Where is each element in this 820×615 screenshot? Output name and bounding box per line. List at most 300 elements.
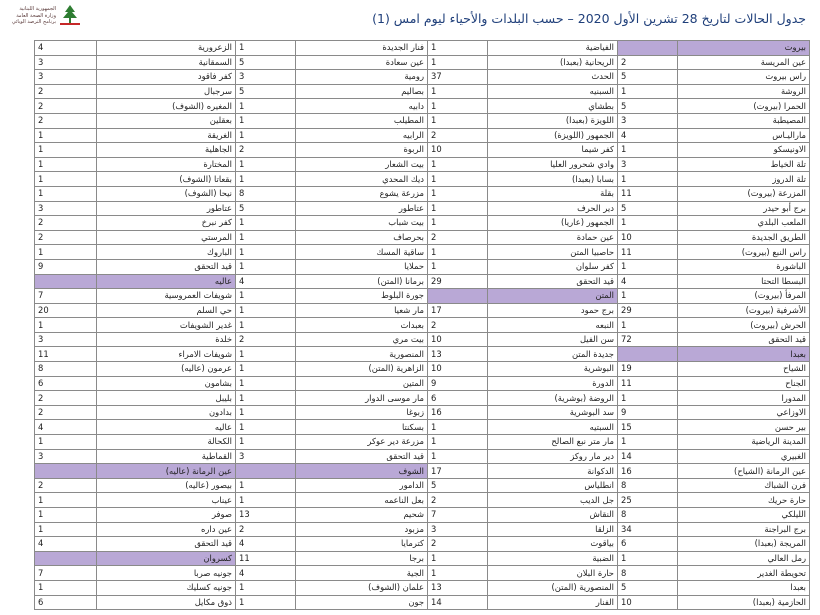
area-name-cell: بيروت — [678, 41, 810, 56]
case-count-cell: 2 — [35, 405, 97, 420]
area-name-cell: عين سعادة — [296, 55, 428, 70]
area-name-cell: القماطية — [97, 449, 236, 464]
table-row — [35, 508, 810, 523]
area-name-cell: الباشورة — [678, 259, 810, 274]
area-name-cell: المدينة الرياضية — [678, 435, 810, 450]
area-name-cell: الغريقة — [97, 128, 236, 143]
case-count-cell: 2 — [35, 99, 97, 114]
case-count-cell: 1 — [236, 216, 296, 231]
area-name-cell: ذوق مكايل — [97, 595, 236, 610]
case-count-cell: 1 — [236, 172, 296, 187]
case-count-cell: 1 — [236, 157, 296, 172]
area-name-cell: حارة حريك — [678, 493, 810, 508]
area-name-cell: بليبل — [97, 391, 236, 406]
area-name-cell: بقعاتا (الشوف) — [97, 172, 236, 187]
table-row — [35, 420, 810, 435]
area-name-cell: صوفر — [97, 508, 236, 523]
area-name-cell: الربوة — [296, 143, 428, 158]
case-count-cell: 3 — [35, 70, 97, 85]
case-count-cell — [35, 464, 97, 479]
case-count-cell: 5 — [236, 84, 296, 99]
area-name-cell: غدير الشويفات — [97, 318, 236, 333]
table-row — [35, 274, 810, 289]
area-name-cell: عين الرمانة (الشياح) — [678, 464, 810, 479]
case-count-cell: 4 — [35, 537, 97, 552]
table-row — [35, 376, 810, 391]
case-count-cell: 1 — [35, 493, 97, 508]
area-name-cell: المطيلب — [296, 113, 428, 128]
area-name-cell: الحازمية (بعبدا) — [678, 595, 810, 610]
table-row — [35, 332, 810, 347]
case-count-cell: 1 — [35, 172, 97, 187]
case-count-cell: 1 — [236, 595, 296, 610]
case-count-cell: 1 — [428, 99, 488, 114]
case-count-cell: 7 — [428, 508, 488, 523]
case-count-cell: 4 — [236, 537, 296, 552]
area-name-cell: الطريق الجديدة — [678, 230, 810, 245]
table-row — [35, 551, 810, 566]
case-count-cell: 1 — [35, 580, 97, 595]
table-row — [35, 216, 810, 231]
table-row — [35, 84, 810, 99]
table-row — [35, 595, 810, 610]
case-count-cell: 10 — [428, 332, 488, 347]
area-name-cell: سرجبال — [97, 84, 236, 99]
area-name-cell: عاليه — [97, 420, 236, 435]
case-count-cell: 16 — [428, 405, 488, 420]
table-row — [35, 201, 810, 216]
case-count-cell: 13 — [236, 508, 296, 523]
area-name-cell: مار متر نبع الصالح — [488, 435, 618, 450]
case-count-cell: 3 — [236, 70, 296, 85]
area-name-cell: سن الفيل — [488, 332, 618, 347]
table-row — [35, 128, 810, 143]
case-count-cell: 1 — [236, 362, 296, 377]
area-name-cell: اللويزة (بعبدا) — [488, 113, 618, 128]
table-row — [35, 464, 810, 479]
case-count-cell: 16 — [618, 464, 678, 479]
case-count-cell: 1 — [428, 420, 488, 435]
case-count-cell: 1 — [428, 449, 488, 464]
case-count-cell: 1 — [618, 216, 678, 231]
area-name-cell: تلة الدروز — [678, 172, 810, 187]
case-count-cell — [428, 289, 488, 304]
area-name-cell: عين حمادة — [488, 230, 618, 245]
area-name-cell: عرمون (عاليه) — [97, 362, 236, 377]
case-count-cell: 1 — [618, 84, 678, 99]
area-name-cell: علمان (الشوف) — [296, 580, 428, 595]
area-name-cell: الجمهور (اللويزة) — [488, 128, 618, 143]
area-name-cell: الحدث — [488, 70, 618, 85]
area-name-cell: جديدة المتن — [488, 347, 618, 362]
case-count-cell — [618, 347, 678, 362]
area-name-cell: سد البوشرية — [488, 405, 618, 420]
area-name-cell: الملعب البلدي — [678, 216, 810, 231]
table-row — [35, 405, 810, 420]
case-count-cell: 25 — [618, 493, 678, 508]
table-row — [35, 522, 810, 537]
area-name-cell: مار موسى الدوار — [296, 391, 428, 406]
area-name-cell: بعبدا — [678, 580, 810, 595]
case-count-cell: 9 — [35, 259, 97, 274]
area-name-cell: بحرصاف — [296, 230, 428, 245]
area-name-cell: تحويطة الغدير — [678, 566, 810, 581]
case-count-cell: 1 — [236, 113, 296, 128]
case-count-cell: 13 — [428, 347, 488, 362]
area-name-cell: برج حمود — [488, 303, 618, 318]
area-name-cell: عتاطور — [97, 201, 236, 216]
area-name-cell: الزاهرية (المتن) — [296, 362, 428, 377]
case-count-cell: 3 — [35, 332, 97, 347]
case-count-cell: 3 — [236, 449, 296, 464]
case-count-cell: 2 — [35, 478, 97, 493]
case-count-cell: 3 — [618, 157, 678, 172]
area-name-cell: الفياضية — [488, 41, 618, 56]
area-name-cell: قيد التحقق — [488, 274, 618, 289]
case-count-cell: 2 — [428, 128, 488, 143]
area-name-cell: بعقلين — [97, 113, 236, 128]
area-name-cell: كفر نبرخ — [97, 216, 236, 231]
case-count-cell: 37 — [428, 70, 488, 85]
area-name-cell: الجمهور (عاريا) — [488, 216, 618, 231]
area-name-cell: الحرش (بيروت) — [678, 318, 810, 333]
area-name-cell: الرابيه — [296, 128, 428, 143]
case-count-cell: 1 — [236, 347, 296, 362]
area-name-cell: بطشاي — [488, 99, 618, 114]
area-name-cell: عتاطور — [296, 201, 428, 216]
area-name-cell: بيت مري — [296, 332, 428, 347]
case-count-cell: 1 — [236, 289, 296, 304]
area-name-cell: السبنيه — [488, 84, 618, 99]
area-name-cell: جورة البلوط — [296, 289, 428, 304]
case-count-cell: 11 — [618, 376, 678, 391]
area-name-cell: عين المريسة — [678, 55, 810, 70]
case-count-cell: 1 — [35, 245, 97, 260]
case-count-cell: 8 — [236, 186, 296, 201]
table-row — [35, 41, 810, 56]
case-count-cell: 1 — [428, 113, 488, 128]
case-count-cell: 4 — [618, 274, 678, 289]
table-row — [35, 289, 810, 304]
area-name-cell: قيد التحقق — [97, 259, 236, 274]
area-name-cell: قيد التحقق — [678, 332, 810, 347]
area-name-cell: بشامون — [97, 376, 236, 391]
area-name-cell: السمقانية — [97, 55, 236, 70]
case-count-cell: 6 — [35, 595, 97, 610]
area-name-cell: المدورا — [678, 391, 810, 406]
area-name-cell: الاوزاعي — [678, 405, 810, 420]
case-count-cell: 11 — [236, 551, 296, 566]
case-count-cell: 10 — [428, 143, 488, 158]
area-name-cell: الحمرا (بيروت) — [678, 99, 810, 114]
case-count-cell — [35, 551, 97, 566]
case-count-cell: 34 — [618, 522, 678, 537]
area-name-cell: بعبدا — [678, 347, 810, 362]
case-count-cell: 8 — [35, 362, 97, 377]
area-name-cell: ديك المحدي — [296, 172, 428, 187]
case-count-cell: 9 — [428, 376, 488, 391]
case-count-cell: 10 — [618, 230, 678, 245]
case-count-cell: 3 — [35, 55, 97, 70]
table-row — [35, 70, 810, 85]
area-name-cell: الشوف — [296, 464, 428, 479]
case-count-cell: 1 — [428, 259, 488, 274]
case-count-cell: 8 — [618, 508, 678, 523]
case-count-cell: 14 — [618, 449, 678, 464]
area-name-cell: حي السلم — [97, 303, 236, 318]
case-count-cell: 1 — [236, 580, 296, 595]
case-count-cell: 1 — [428, 566, 488, 581]
case-count-cell: 1 — [428, 172, 488, 187]
table-row — [35, 55, 810, 70]
case-count-cell: 1 — [236, 99, 296, 114]
area-name-cell: الشياح — [678, 362, 810, 377]
table-row — [35, 580, 810, 595]
case-count-cell: 1 — [236, 420, 296, 435]
area-name-cell: جونيه كسليك — [97, 580, 236, 595]
area-name-cell: المريجة (بعبدا) — [678, 537, 810, 552]
table-row — [35, 259, 810, 274]
case-count-cell: 29 — [618, 303, 678, 318]
area-name-cell: رمل العالي — [678, 551, 810, 566]
area-name-cell: جونيه صربا — [97, 566, 236, 581]
table-row — [35, 303, 810, 318]
case-count-cell: 4 — [236, 566, 296, 581]
case-count-cell: 1 — [428, 186, 488, 201]
area-name-cell: برمانا (المتن) — [296, 274, 428, 289]
area-name-cell: المنصورية (المتن) — [488, 580, 618, 595]
area-name-cell: نيحا (الشوف) — [97, 186, 236, 201]
case-count-cell: 2 — [428, 493, 488, 508]
area-name-cell: دابيه — [296, 99, 428, 114]
case-count-cell: 1 — [236, 41, 296, 56]
case-count-cell: 11 — [618, 186, 678, 201]
area-name-cell: المرستي — [97, 230, 236, 245]
case-count-cell: 1 — [618, 172, 678, 187]
area-name-cell: الدورة — [488, 376, 618, 391]
table-row — [35, 99, 810, 114]
case-count-cell: 2 — [35, 84, 97, 99]
case-count-cell: 1 — [35, 128, 97, 143]
case-count-cell: 1 — [428, 84, 488, 99]
table-row — [35, 449, 810, 464]
area-name-cell: الكحالة — [97, 435, 236, 450]
area-name-cell: الزلقا — [488, 522, 618, 537]
table-row — [35, 113, 810, 128]
area-name-cell: ساقية المسك — [296, 245, 428, 260]
case-count-cell: 2 — [428, 318, 488, 333]
area-name-cell: بسابا (بعبدا) — [488, 172, 618, 187]
page-title: جدول الحالات لتاريخ 28 تشرين الأول 2020 – حسب البلدات والأحياء ليوم امس (1) — [372, 11, 806, 26]
case-count-cell: 2 — [35, 230, 97, 245]
case-count-cell: 1 — [236, 230, 296, 245]
area-name-cell: بياقوت — [488, 537, 618, 552]
case-count-cell: 1 — [236, 318, 296, 333]
case-count-cell: 3 — [428, 522, 488, 537]
table-row — [35, 566, 810, 581]
area-name-cell: حارة البلان — [488, 566, 618, 581]
area-name-cell: شويفات العمروسية — [97, 289, 236, 304]
area-name-cell: المرفأ (بيروت) — [678, 289, 810, 304]
table-row — [35, 143, 810, 158]
area-name-cell: الضبية — [488, 551, 618, 566]
case-count-cell: 5 — [618, 201, 678, 216]
area-name-cell: الليلكي — [678, 508, 810, 523]
case-count-cell — [35, 274, 97, 289]
case-count-cell: 72 — [618, 332, 678, 347]
case-count-cell: 2 — [35, 391, 97, 406]
case-count-cell: 4 — [35, 420, 97, 435]
case-count-cell: 1 — [35, 157, 97, 172]
case-count-cell: 2 — [428, 537, 488, 552]
case-count-cell: 1 — [428, 55, 488, 70]
case-count-cell: 4 — [236, 274, 296, 289]
case-count-cell: 17 — [428, 464, 488, 479]
area-name-cell: راس النبع (بيروت) — [678, 245, 810, 260]
case-count-cell: 5 — [618, 99, 678, 114]
case-count-cell: 7 — [35, 289, 97, 304]
case-count-cell: 1 — [428, 41, 488, 56]
case-count-cell: 1 — [428, 435, 488, 450]
case-count-cell: 2 — [236, 522, 296, 537]
case-count-cell: 5 — [236, 55, 296, 70]
case-count-cell: 2 — [35, 113, 97, 128]
case-count-cell: 11 — [35, 347, 97, 362]
case-count-cell: 4 — [35, 41, 97, 56]
area-name-cell: تلة الخياط — [678, 157, 810, 172]
case-count-cell: 6 — [428, 391, 488, 406]
area-name-cell: الجناح — [678, 376, 810, 391]
area-name-cell: عين داره — [97, 522, 236, 537]
case-count-cell: 20 — [35, 303, 97, 318]
case-count-cell: 1 — [35, 143, 97, 158]
case-count-cell: 1 — [428, 245, 488, 260]
case-count-cell: 8 — [618, 478, 678, 493]
area-name-cell: وادي شحرور العليا — [488, 157, 618, 172]
area-name-cell: الروضة (بوشرية) — [488, 391, 618, 406]
cases-table — [34, 40, 810, 610]
case-count-cell: 1 — [35, 186, 97, 201]
case-count-cell: 1 — [35, 522, 97, 537]
area-name-cell: قيد التحقق — [97, 537, 236, 552]
case-count-cell: 5 — [236, 201, 296, 216]
area-name-cell: المتين — [296, 376, 428, 391]
area-name-cell: بيت شباب — [296, 216, 428, 231]
area-name-cell: بسكنتا — [296, 420, 428, 435]
case-count-cell: 2 — [428, 230, 488, 245]
cedar-icon — [60, 4, 80, 26]
area-name-cell: جون — [296, 595, 428, 610]
area-name-cell: الدامور — [296, 478, 428, 493]
area-name-cell: المنصورية — [296, 347, 428, 362]
case-count-cell: 1 — [618, 318, 678, 333]
area-name-cell: كفر فاقود — [97, 70, 236, 85]
area-name-cell: قيد التحقق — [296, 449, 428, 464]
area-name-cell: المصيطبة — [678, 113, 810, 128]
case-count-cell: 2 — [236, 332, 296, 347]
case-count-cell: 17 — [428, 303, 488, 318]
case-count-cell: 14 — [428, 595, 488, 610]
area-name-cell: الجية — [296, 566, 428, 581]
area-name-cell: الباروك — [97, 245, 236, 260]
table-row — [35, 245, 810, 260]
logo-text-line: برنامج الترصد الوبائي — [11, 19, 56, 25]
area-name-cell: بصاليم — [296, 84, 428, 99]
case-count-cell: 1 — [236, 128, 296, 143]
case-count-cell: 1 — [428, 157, 488, 172]
case-count-cell: 11 — [618, 245, 678, 260]
area-name-cell: ماراليـاس — [678, 128, 810, 143]
table-row — [35, 493, 810, 508]
case-count-cell: 2 — [618, 55, 678, 70]
case-count-cell: 1 — [35, 508, 97, 523]
case-count-cell: 3 — [618, 113, 678, 128]
table-row — [35, 391, 810, 406]
area-name-cell: شويفات الامراء — [97, 347, 236, 362]
case-count-cell: 1 — [236, 478, 296, 493]
table-row — [35, 347, 810, 362]
area-name-cell: المختارة — [97, 157, 236, 172]
table-row — [35, 186, 810, 201]
case-count-cell: 9 — [618, 405, 678, 420]
case-count-cell: 6 — [618, 537, 678, 552]
area-name-cell: دير مار روكز — [488, 449, 618, 464]
area-name-cell: راس بيروت — [678, 70, 810, 85]
area-name-cell: السبتيه — [488, 420, 618, 435]
case-count-cell: 1 — [236, 493, 296, 508]
area-name-cell: الاونيسكو — [678, 143, 810, 158]
area-name-cell: مزبود — [296, 522, 428, 537]
area-name-cell: مار شعيا — [296, 303, 428, 318]
area-name-cell: البوشرية — [488, 362, 618, 377]
area-name-cell: كفر شيما — [488, 143, 618, 158]
area-name-cell: البسطا التحتا — [678, 274, 810, 289]
area-name-cell: كترمايا — [296, 537, 428, 552]
area-name-cell: بيصور (عاليه) — [97, 478, 236, 493]
area-name-cell: الروشة — [678, 84, 810, 99]
area-name-cell: الغبيري — [678, 449, 810, 464]
case-count-cell: 1 — [236, 405, 296, 420]
case-count-cell: 10 — [428, 362, 488, 377]
table-row — [35, 230, 810, 245]
area-name-cell: جل الديب — [488, 493, 618, 508]
area-name-cell: مزرعة يشوع — [296, 186, 428, 201]
case-count-cell: 10 — [618, 595, 678, 610]
area-name-cell: مزرعة دير عوكر — [296, 435, 428, 450]
case-count-cell: 1 — [618, 435, 678, 450]
case-count-cell — [236, 464, 296, 479]
case-count-cell: 5 — [428, 478, 488, 493]
case-count-cell: 6 — [35, 376, 97, 391]
area-name-cell: حملايا — [296, 259, 428, 274]
case-count-cell: 1 — [428, 551, 488, 566]
case-count-cell — [618, 41, 678, 56]
case-count-cell: 1 — [236, 435, 296, 450]
area-name-cell: الزعرورية — [97, 41, 236, 56]
case-count-cell: 1 — [618, 289, 678, 304]
area-name-cell: فنار الجديدة — [296, 41, 428, 56]
area-name-cell: كسروان — [97, 551, 236, 566]
case-count-cell: 1 — [618, 259, 678, 274]
case-count-cell: 1 — [618, 391, 678, 406]
case-count-cell: 1 — [35, 435, 97, 450]
area-name-cell: المزرعة (بيروت) — [678, 186, 810, 201]
case-count-cell: 15 — [618, 420, 678, 435]
case-count-cell: 19 — [618, 362, 678, 377]
case-count-cell: 1 — [236, 303, 296, 318]
case-count-cell: 5 — [618, 70, 678, 85]
case-count-cell: 1 — [618, 551, 678, 566]
